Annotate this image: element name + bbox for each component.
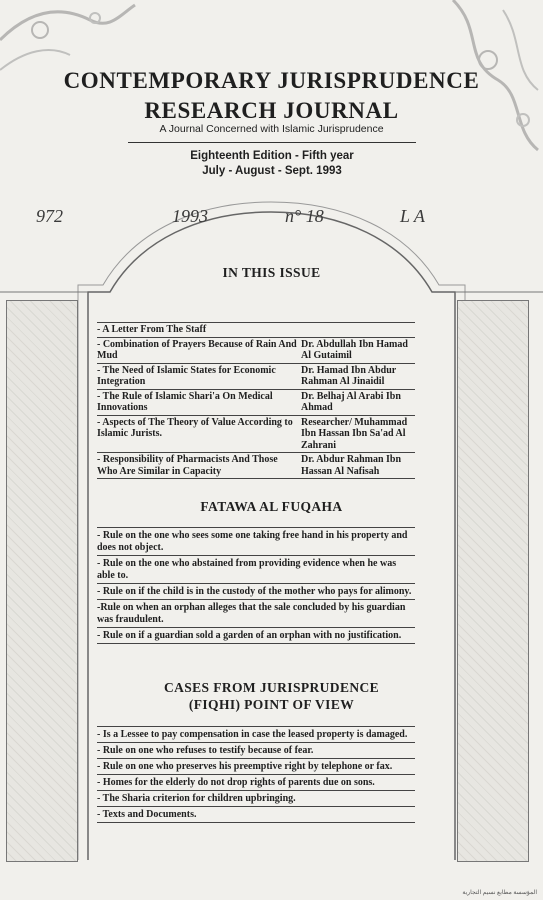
publisher-imprint: المؤسسة مطابع نسيم التجارية	[462, 890, 537, 896]
toc-row	[97, 363, 415, 389]
toc-article-author: Dr. Abdur Rahman Ibn Hassan Al Nafisah	[301, 454, 402, 477]
list-item: - Rule on the one who abstained from providing evidence when he was able to.	[97, 555, 415, 583]
list-item: - The Sharia criterion for children upbringing.	[97, 790, 415, 806]
issue-date: July - August - Sept. 1993	[202, 165, 342, 177]
list-item: -Rule on when an orphan alleges that the sale concluded by his guardian was fraudulent.	[97, 599, 415, 627]
list-item: - Homes for the elderly do not drop rights of parents due on sons.	[97, 774, 415, 790]
journal-title-line1: CONTEMPORARY JURISPRUDENCE	[63, 68, 480, 93]
handwritten-note-number: n° 18	[285, 206, 324, 226]
handwritten-note-1993: 1993	[172, 206, 208, 226]
handwritten-note-la: L A	[400, 206, 425, 226]
list-item: - Rule on the one who sees some one taking free hand in his property and does not object.	[97, 527, 415, 555]
list-item: - Texts and Documents.	[97, 806, 415, 823]
toc-article-author: Dr. Hamad Ibn Abdur Rahman Al Jinaidil	[301, 364, 397, 387]
toc-row	[97, 453, 415, 479]
list-item: - Rule on if a guardian sold a garden of an orphan with no justification.	[97, 627, 415, 644]
toc-article-title: - A Letter From The Staff	[97, 324, 207, 335]
toc-row	[97, 415, 415, 453]
handwritten-note-972: 972	[36, 206, 63, 226]
fatawa-heading: FATAWA AL FUQAHA	[200, 499, 343, 514]
toc-article-title: - The Need of Islamic States for Economic Integration	[97, 364, 276, 387]
cases-heading-line1: CASES FROM JURISPRUDENCE	[163, 680, 380, 695]
masthead	[0, 68, 543, 135]
list-item: - Rule on if the child is in the custody of the mother who pays for alimony.	[97, 583, 415, 599]
edition-text: Eighteenth Edition - Fifth year	[190, 150, 354, 162]
list-item: - Rule on one who refuses to testify because of fear.	[97, 742, 415, 758]
toc-row	[97, 389, 415, 415]
toc-article-author: Researcher/ Muhammad Ibn Hassan Ibn Sa'ad Al Zahrani	[301, 416, 408, 451]
toc-article-author: Dr. Abdullah Ibn Hamad Al Gutaimil	[301, 338, 408, 361]
toc-row	[97, 323, 415, 338]
list-item: - Is a Lessee to pay compensation in case the leased property is damaged.	[97, 726, 415, 742]
journal-subtitle: A Journal Concerned with Islamic Jurisprudence	[159, 123, 384, 135]
contents-table	[97, 322, 415, 479]
list-item: - Rule on one who preserves his preemptive right by telephone or fax.	[97, 758, 415, 774]
in-this-issue-heading: IN THIS ISSUE	[222, 265, 321, 280]
toc-article-author: Dr. Belhaj Al Arabi Ibn Ahmad	[301, 390, 401, 413]
fatawa-list	[97, 527, 415, 644]
toc-article-title: - The Rule of Islamic Shari'a On Medical Innovations	[97, 390, 273, 413]
toc-article-title: - Combination of Prayers Because of Rain And Mud	[97, 338, 297, 361]
journal-title-line2: RESEARCH JOURNAL	[144, 98, 399, 123]
toc-article-title: - Aspects of The Theory of Value According to Islamic Jurists.	[97, 416, 293, 439]
toc-row	[97, 337, 415, 363]
toc-article-author	[301, 323, 415, 338]
toc-article-title: - Responsibility of Pharmacists And Those Who Are Similar in Capacity	[97, 454, 278, 477]
cases-heading-line2: (FIQHI) POINT OF VIEW	[188, 697, 355, 712]
ornamental-panel-left	[6, 300, 78, 862]
cases-heading	[0, 679, 543, 713]
cases-list	[97, 726, 415, 823]
ornamental-panel-right	[457, 300, 529, 862]
edition-block	[128, 142, 416, 179]
